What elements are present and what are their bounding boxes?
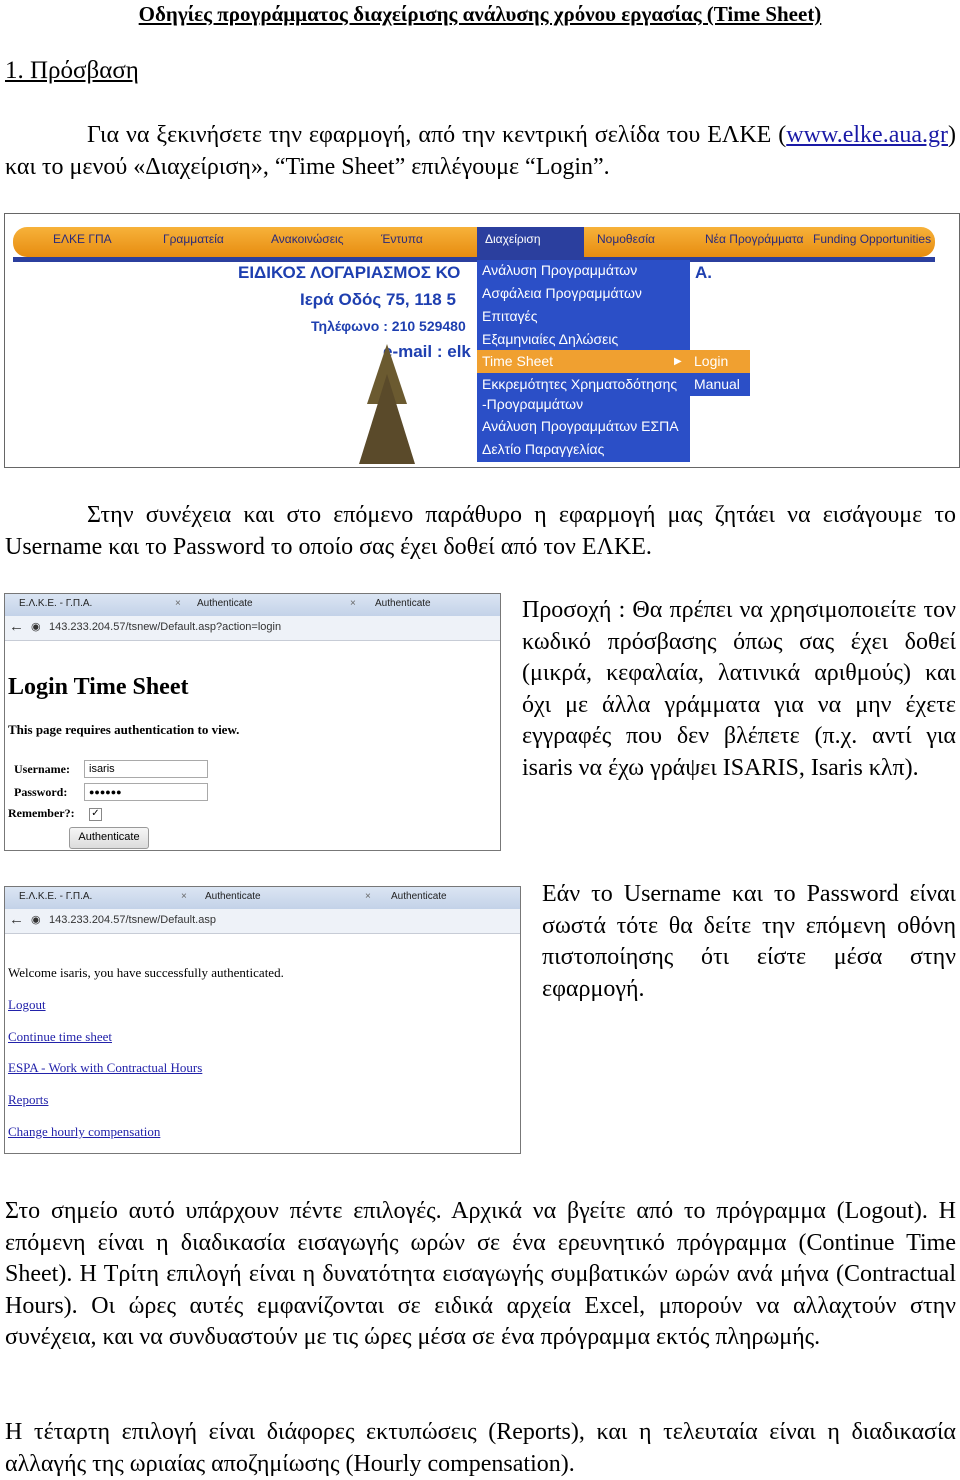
nav-item-forms[interactable]: Έντυπα (381, 232, 423, 246)
tab-close-icon[interactable]: × (175, 598, 181, 609)
menu-item-checks[interactable]: Επιταγές (482, 308, 538, 324)
menu-item-semester-declarations[interactable]: Εξαμηνιαίες Δηλώσεις (482, 331, 619, 347)
continue-time-sheet-link[interactable]: Continue time sheet (8, 1029, 112, 1044)
tab-close-icon[interactable]: × (181, 891, 187, 902)
browser-url[interactable]: 143.233.204.57/tsnew/Default.asp?action=login (49, 621, 282, 633)
submenu-arrow-icon: ▶ (674, 356, 682, 367)
tree-image-base (359, 374, 415, 464)
browser-address-bar[interactable] (5, 909, 520, 934)
reports-paragraph: Η τέταρτη επιλογή είναι διάφορες εκτυπώσεις (Reports), και η τελευταία είναι η διαδικασία αλλαγής της ωριαίας αποζημίωσης (Hourly compensation). (5, 1419, 956, 1477)
password-field[interactable]: ●●●●●● (84, 783, 208, 801)
globe-icon: ◉ (31, 621, 41, 633)
logout-link[interactable]: Logout (8, 997, 46, 1012)
change-hourly-compensation-link[interactable]: Change hourly compensation (8, 1124, 161, 1139)
nav-item-elke[interactable]: ΕΛΚΕ ΓΠΑ (53, 232, 112, 246)
org-address: Ιερά Οδός 75, 118 5 (300, 290, 456, 309)
intro-text-after: ) και το μενού «Διαχείριση», “Time Sheet” επιλέγουμε “Login”. (5, 122, 956, 180)
remember-checkbox[interactable]: ✓ (89, 808, 102, 821)
tab-close-icon[interactable]: × (365, 891, 371, 902)
globe-icon: ◉ (31, 914, 41, 926)
nav-item-management-bg (477, 227, 584, 257)
org-name-tail: Α. (695, 263, 712, 282)
auth-notice: This page requires authentication to view. (8, 722, 240, 737)
espa-contractual-hours-link[interactable]: ESPA - Work with Contractual Hours (8, 1060, 203, 1075)
nav-item-secretariat[interactable]: Γραμματεία (163, 232, 224, 246)
options-paragraph: Στο σημείο αυτό υπάρχουν πέντε επιλογές. Αρχικά να βγείτε από το πρόγραμμα (Logout). Η επόμενη είναι η διαδικασία εισαγωγής ωρών σε ένα ερευνητικό πρόγραμμα (Continue Time Sheet). Η Τρίτη επιλογή είναι η δυνατότητα εισαγωγής συμβατικών ωρών ανά μήνα (Contractual Hours). Οι ώρες αυτές εμφανίζονται σε ειδικά αρχεία Excel, μπορούν να αλλαχτούν στην συνέχεια, και να συνδυαστούν με τις ώρες μέσα σε ένα πρόγραμμα εκτός πληρωμής. (5, 1198, 956, 1350)
elke-website-link[interactable]: www.elke.aua.gr (786, 122, 948, 148)
menu-item-espa-analysis[interactable]: Ανάλυση Προγραμμάτων ΕΣΠΑ (482, 418, 679, 434)
back-arrow-icon[interactable]: ← (9, 911, 24, 928)
intro-paragraph (5, 120, 956, 183)
nav-item-legislation[interactable]: Νομοθεσία (597, 232, 655, 246)
nav-strip (13, 257, 935, 262)
login-screenshot (4, 593, 501, 851)
welcome-message: Welcome isaris, you have successfully authenticated. (8, 965, 284, 980)
menu-item-program-security[interactable]: Ασφάλεια Προγραμμάτων (482, 285, 642, 301)
browser-address-bar[interactable] (5, 616, 500, 641)
site-nav-bar (13, 227, 935, 257)
time-sheet-submenu (690, 350, 750, 396)
browser-tab-elke[interactable]: Ε.Λ.Κ.Ε. - Γ.Π.Α. (19, 891, 93, 902)
password-warning-note: Προσοχή : Θα πρέπει να χρησιμοποιείτε τον κωδικό πρόσβασης όπως σας έχει δοθεί (μικρά, κεφαλαία, λατινικά αριθμούς) και όχι με άλλα γράμματα για να μην έχετε εγγραφές που δεν βλέπετε (π.χ. αντί για isaris να έχω γράψει ISARIS, Isaris κλπ). (522, 597, 956, 781)
browser-tab-bar (5, 887, 520, 909)
success-note: Εάν το Username και το Password είναι σωστά τότε θα δείτε την επόμενη οθόνη πιστοποίησης ότι είστε μέσα στην εφαρμογή. (542, 881, 956, 1002)
intro-text-before: Για να ξεκινήσετε την εφαρμογή, από την κεντρική σελίδα του ΕΛΚΕ ( (87, 122, 787, 148)
username-field[interactable]: isaris (84, 760, 208, 778)
login-heading: Login Time Sheet (8, 674, 189, 700)
nav-item-announcements[interactable]: Ανακοινώσεις (271, 232, 344, 246)
website-menu-screenshot (4, 213, 960, 468)
nav-item-funding[interactable]: Funding Opportunities (813, 232, 932, 246)
document-title: Οδηγίες προγράμματος διαχείρισης ανάλυσης χρόνου εργασίας (Time Sheet) (138, 2, 822, 26)
nav-item-management[interactable]: Διαχείριση (485, 232, 541, 246)
org-phone: Τηλέφωνο : 210 529480 (311, 318, 466, 334)
org-name: ΕΙΔΙΚΟΣ ΛΟΓΑΡΙΑΣΜΟΣ ΚΟ (238, 263, 461, 282)
password-label: Password: (14, 785, 68, 799)
welcome-screenshot (4, 886, 521, 1154)
menu-item-time-sheet[interactable]: Time Sheet (482, 353, 554, 369)
section-title: 1. Πρόσβαση (5, 57, 139, 84)
reports-link[interactable]: Reports (8, 1092, 49, 1107)
back-arrow-icon[interactable]: ← (9, 618, 24, 635)
management-dropdown-menu (477, 260, 690, 462)
org-email: e-mail : elk (383, 342, 471, 361)
username-label: Username: (14, 762, 70, 776)
submenu-item-login[interactable]: Login (690, 350, 750, 373)
menu-item-order-slip[interactable]: Δελτίο Παραγγελίας (482, 441, 605, 457)
browser-tab-bar (5, 594, 500, 616)
browser-url[interactable]: 143.233.204.57/tsnew/Default.asp (49, 914, 216, 926)
tab-close-icon[interactable]: × (350, 598, 356, 609)
browser-tab-elke[interactable]: Ε.Λ.Κ.Ε. - Γ.Π.Α. (19, 598, 93, 609)
menu-item-funding-pending[interactable]: Εκκρεμότητες Χρηματοδότησης (482, 376, 678, 392)
remember-label: Remember?: (8, 806, 75, 820)
login-intro-paragraph: Στην συνέχεια και στο επόμενο παράθυρο η εφαρμογή μας ζητάει να εισάγουμε το Username και το Password το οποίο σας έχει δοθεί από τον ΕΛΚΕ. (5, 502, 956, 560)
authenticate-button[interactable]: Authenticate (69, 827, 149, 849)
browser-tab-authenticate[interactable]: Authenticate (197, 598, 253, 609)
menu-item-funding-pending-cont: -Προγραμμάτων (482, 396, 584, 412)
browser-tab-authenticate-2[interactable]: Authenticate (391, 891, 447, 902)
browser-tab-authenticate[interactable]: Authenticate (205, 891, 261, 902)
nav-item-new-programs[interactable]: Νέα Προγράμματα (705, 232, 804, 246)
menu-item-program-analysis[interactable]: Ανάλυση Προγραμμάτων (482, 262, 638, 278)
browser-tab-authenticate-2[interactable]: Authenticate (375, 598, 431, 609)
submenu-item-manual[interactable]: Manual (694, 376, 740, 392)
